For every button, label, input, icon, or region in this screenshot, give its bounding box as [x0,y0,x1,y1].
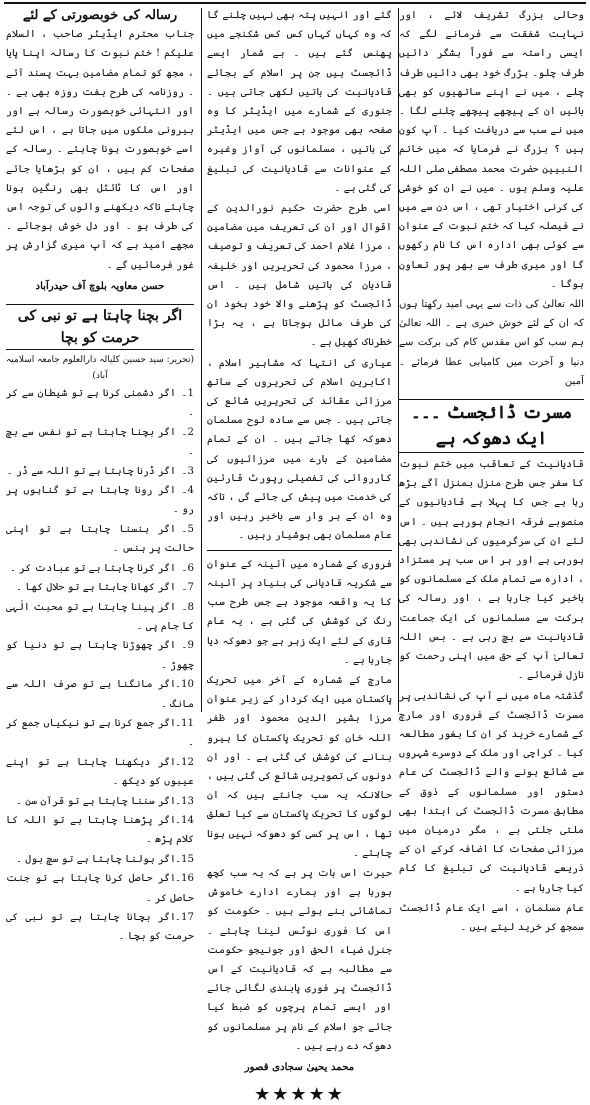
saying-number: 12۔ [175,756,194,768]
saying-item [6,598,194,637]
saying-number: 16۔ [175,873,194,885]
saying-text: اگر بچنا چاہتا ہے تو نفس سے بچ ۔ [6,426,194,458]
saying-text: اگر کھانا چاہتا ہے تو حلال کھا ۔ [16,582,176,594]
middle-para-6: حیرت اس بات پر ہے کہ یہ سب کچھ ہورہا ہے اور ہمارے ادارے خاموش تماشائی بنے ہوئے ہیں ۔ حکومت کو اس کا فوری نوٹس لینا چاہئے ۔ جنرل ضیاء الحق اور جونیجو حکومت سے مطالبہ ہے کہ قادیانیت کے اس ڈائجسٹ پر فوری پابندی لگائی جائے اور ایسے تمام پرچوں کو ضبط کیا جائے جو اسلام کے نام پر مسلمانوں کو دھوکہ دے رہے ہیں ۔ [207,867,392,1052]
saying-item [6,908,194,947]
saying-number: 6۔ [181,562,194,574]
saying-text: اگر ڈرنا چاہتا ہے تو اللہ سے ڈر ۔ [6,465,176,477]
middle-divider [207,550,392,551]
saying-item [6,423,194,462]
saying-number: 3۔ [181,465,194,477]
saying-number: 17۔ [175,912,194,924]
saying-number: 9۔ [181,640,194,652]
middle-para-5: مارچ کے شمارہ کے آخر میں تحریک پاکستان میں ایک کردار کے زیر عنوان مرزا بشیر الدین محمود اور ظفر اللہ خان کو تحریک پاکستان کا ہیرو بنانے کی کوشش کی گئی ہے ۔ اور ان دونوں کی تصویریں شائع کی گئی ہیں ، حالانکہ یہ سب جانتے ہیں کہ ان لوگوں کا تحریک پاکستان سے کیا تعلق تھا ، اس پر کسی کو دھوکہ نہیں ہونا چاہئے ۔ [207,674,392,859]
left-heading-1: رسالہ کی خوبصورتی کے لئے [22,8,178,23]
right-para-5: عام مسلمان ، اسے ایک عام ڈائجسٹ سمجھ کر خرید لیتے ہیں ۔ [399,902,584,933]
saying-item [6,811,194,850]
saying-text: اگر حاصل کرنا چاہتا ہے تو جنت حاصل کر ۔ [6,873,194,904]
saying-text: اگر دشمنی کرنا ہے تو شیطان سے کر ۔ [6,388,194,419]
saying-item [6,520,194,559]
right-heading: مسرت ڈائجسٹ ۔۔۔ ایک دھوکہ ہے [399,399,584,453]
right-para-4: گذشتہ ماہ میں نے آپ کی نشاندہی پر مسرت ڈائجسٹ کے فروری اور مارچ کے شمارے خرید کر ان کا بغور مطالعہ کیا ۔ کراچی اور ملک کے دوسرے شہروں سے شائع ہونے والے ڈائجسٹ کی عام دستور اور مسلمانوں کے ذوق کے مطابق مسرت ڈائجسٹ کی ابتدا بھی ملتی جلتی ہے ، مگر درمیان میں مرزائی صفحات کا اضافہ کرکے ان کے ذریعے قادیانیت کی تبلیغ کا کام کیا جارہا ہے ۔ [399,690,584,894]
saying-number: 13۔ [175,795,194,807]
column-divider-left [201,8,202,712]
right-para-1: وحالی بزرگ تشریف لائے ، اور نہایت شفقت سے فرمانے لگے کہ ایسی راستہ سے فوراً بشگر دائیں طرف چلو۔ بڑرگ خود بھی دائیں طرف چلے ، میں نے اپنے ساتھیوں کو بھی بائیں ان کے پیچھے پیچھے چلنے لگا ۔ میں نے سب سے دریافت کیا ۔ آپ کون ہیں ؟ بزرگ نے فرمایا کہ میں خاتم النبیین حضرت محمد مصطفی صلی اللہ علیہ وسلم ہوں ۔ میں نے ان کو خوشی کی کرنی اختیار تھی ، اس دن سے میں نے فیصلہ کیا کہ ختم نبوت کے عنوان سے کوئی بھی ادارہ اس کا نام رکھوں گا اور میری طرف سے بھر پور تعاون ہوگا ۔ [399,10,584,290]
saying-number: 2۔ [181,426,194,438]
middle-signature: محمد یحییٰ سجادی قصور [244,1060,355,1073]
saying-item [6,753,194,792]
saying-item [6,559,194,578]
saying-number: 4۔ [181,485,194,497]
saying-item [6,714,194,753]
middle-column [207,6,392,1105]
saying-number: 10۔ [175,679,194,691]
left-signature: حسن معاویہ بلوچ آف حیدرآباد [35,279,165,292]
left-para-1: جناب محترم ایڈیٹر صاحب ، السلام علیکم ! ختم نبوت کا رسالہ اپنا پایا ، مجھ کو تمام مضامین بہت پسند آئے ۔ روزنامہ کی طرح ہفت روزہ بھی ہے ۔ اور انتہائی خوبصورت رسالہ ہے اور بیرونی ملکوں میں جاتا ہے ، اس لئے اسے خوبصورت ہونا چاہئے ۔ رسالہ کے صفحات کم ہیں ، ان کو بڑھایا جائے اور اس کا ٹائٹل بھی رنگین ہونا چاہئے تاکہ دیکھنے والوں کی توجہ اس کی طرف ہو ۔ اور دل خوش ہوجائے ۔ مجھے امید ہے کہ آپ میری گزارش پر غور فرمائیں گے ۔ [6,29,194,271]
right-column [399,6,584,933]
saying-text: اگر چھوڑنا چاہتا ہے تو دنیا کو چھوڑ ۔ [6,640,194,671]
saying-item [6,850,194,869]
saying-item [6,462,194,481]
saying-text: اگر ہنسنا چاہتا ہے تو اپنی حالت پر ہنس ۔ [6,523,194,555]
saying-item [6,384,194,423]
saying-item [6,636,194,675]
saying-text: اگر رونا چاہتا ہے تو گناہوں پر رو ۔ [6,485,194,516]
stars-ornament: ★★★★★ [254,1084,345,1105]
saying-item [6,578,194,597]
saying-text: اگر پڑھنا چاہتا ہے تو اللہ کا کلام پڑھ ۔ [6,814,194,846]
saying-number: 11۔ [175,717,194,729]
top-rule [4,2,586,4]
saying-number: 15۔ [175,853,194,865]
saying-item [6,481,194,520]
saying-text: اگر دیکھنا چاہتا ہے تو اپنے عیبوں کو دیکھ ۔ [6,756,194,788]
saying-item [6,792,194,811]
middle-para-3: عیاری کی انتہا کہ مشاہیر اسلام ، اکابرین اسلام کی تحریروں کے ساتھ مرزائی عقائد کی تحریریں شائع کی جاتی ہیں ۔ جس سے سادہ لوح مسلمان دھوکہ کھا جاتے ہیں ۔ ان کے تمام مضامین کے بارے میں مرزائیوں کی کارروائی کی تفصیلی رپورٹ قارئین کی خدمت میں پیش کی جائے گی ، تاکہ وہ ان کے ہر وار سے باخبر رہیں اور عام مسلمان بھی ہوشیار رہیں ۔ [207,357,392,542]
saying-number: 1۔ [181,388,194,400]
saying-number: 7۔ [181,582,194,594]
right-para-2: اللہ تعالیٰ کی ذات سے یہی امید رکھتا ہوں کہ ان کے لئے خوش خبری ہے ۔ اللہ تعالیٰ ہم سب کو اس مقدس کام کی برکت سے دنیا و آخرت میں کامیابی عطا فرمائے ۔ آمین [399,299,584,387]
middle-para-2: اسی طرح حضرت حکیم نورالدین کے اقوال اور ان کی تعریف میں مضامین ، مرزا غلام احمد کی تعریف و توصیف ، مرزا محمود کی تحریریں اور خلیفہ قادیان کی باتیں شامل ہیں ۔ اس ڈائجسٹ کو پڑھنے والا خود بخود ان کی طرف مائل ہوجاتا ہے ، یہ بڑا خطرناک کھیل ہے ۔ [207,203,392,349]
saying-number: 5۔ [181,523,194,535]
left-column [6,6,194,943]
saying-text: اگر بچانا چاہتا ہے تو نبی کی حرمت کو بچا ۔ [6,912,194,943]
saying-number: 14۔ [175,814,194,826]
saying-text: اگر بولنا چاہتا ہے تو سچ بول ۔ [16,853,176,865]
sayings-list [6,384,194,947]
saying-item [6,869,194,908]
saying-number: 8۔ [181,601,194,613]
left-heading-2: اگر بچنا چاہتا ہے تو نبی کی حرمت کو بچا [6,304,194,350]
left-subtitle: (تحریر: سید حسین کلیالہ دارالعلوم جامعہ اسلامیہ آباد) [6,355,194,382]
saying-text: اگر کرنا چاہتا ہے تو عبادت کر ۔ [10,562,176,574]
saying-item [6,675,194,714]
saying-text: اگر سننا چاہتا ہے تو قرآن سن ۔ [16,795,176,807]
right-para-3: قادیانیت کے تعاقب میں ختم نبوت کا سفر جس طرح منزل بمنزل آگے بڑھ رہا ہے جس کا پہلا ہے قادیانیوں کے منصوبے فرقہ انجام ہورہے ہیں ۔ اس لئے ان کی سرگرمیوں کی نشاندہی بھی ہورہی ہے اور ہر اس سب پر مستزاد ، ادارہ سے تمام ملک کے مسلمانوں کو باخبر کیا جارہا ہے ، اور رسالہ کی برکت سے مسلمانوں کی ایک جماعت قادیانیت سے بچ رہی ہے ۔ بس اللہ تعالیٰ آپ کے حق میں اپنی رحمت کو نازل فرمائے ۔ [399,459,584,682]
middle-para-4: فروری کے شمارہ میں آئینہ کے عنوان سے شکریہ قادیانی کی بنیاد پر آئینہ کا یہ واقعہ موجود ہے جس طرح سب رنگ کی کوشش کی گئی ہے ، یہ عام قاری کے لئے ایک زہر ہے جو دھوکہ دیا جارہا ہے ۔ [207,558,392,666]
saying-text: اگر مانگنا ہے تو صرف اللہ سے مانگ ۔ [6,679,194,710]
saying-text: اگر جمع کرنا ہے تو نیکیاں جمع کر ۔ [6,717,194,749]
column-divider-right [398,8,399,712]
middle-para-1: گئے اور انہیں پتہ بھی نہیں چلنے گا کہ وہ کہاں کہاں کس کس شکنجے میں پھنس گئے ہیں ۔ بے شمار ایسے ڈائجسٹ ہیں جن پر اسلام کے بجائے قادیانیت کی باتیں لکھی جاتی ہیں ۔ جنوری کے شمارے میں ایڈیٹر کا وہ صفحہ بھی موجود ہے جس میں ایڈیٹر کی باتیں ، مسلمانوں کی آواز وغیرہ کے عنوانات سے قادیانیت کی تبلیغ کی گئی ہے ۔ [207,10,392,194]
saying-text: اگر پینا چاہتا ہے تو محبت الٰہی کا جام پی ۔ [6,601,194,632]
